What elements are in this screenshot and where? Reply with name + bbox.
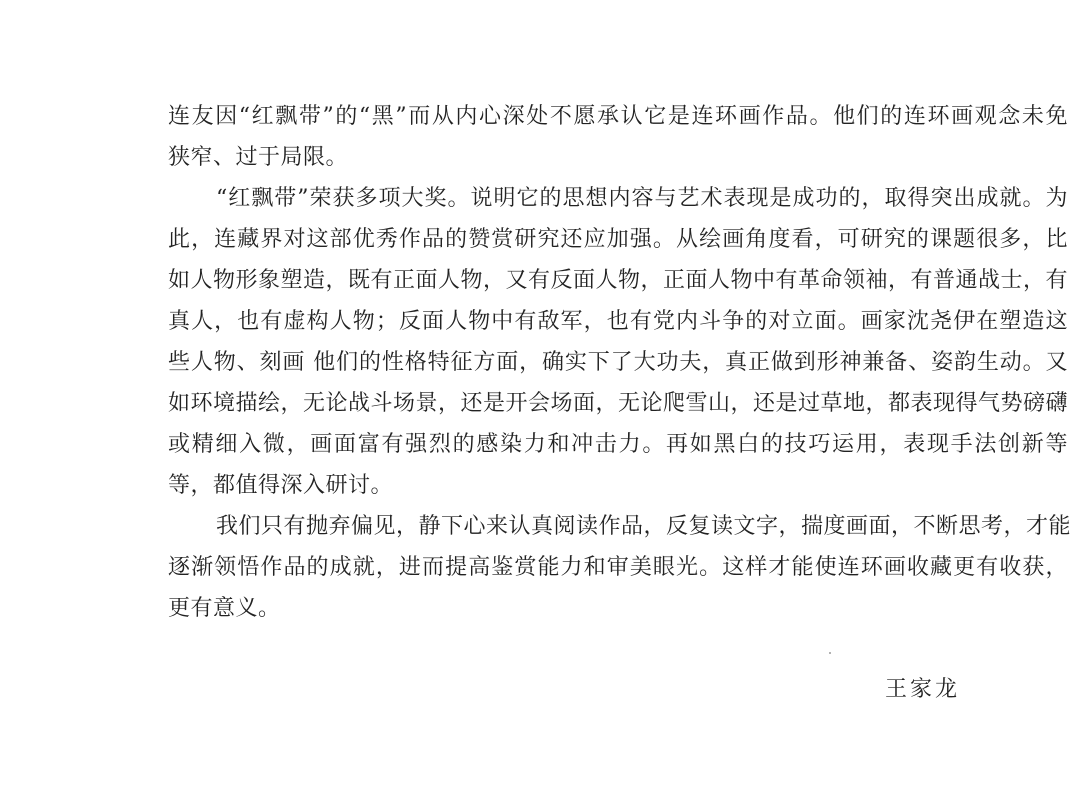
text-line: 些人物、刻画 他们的性格特征方面，确实下了大功夫，真正做到形神兼备、姿韵生动。又 xyxy=(168,350,1068,375)
author-signature: 王家龙 xyxy=(885,677,961,702)
text-line: 此，连藏界对这部优秀作品的赞赏研究还应加强。从绘画角度看，可研究的课题很多，比 xyxy=(168,227,1068,252)
paragraph-1 xyxy=(168,96,1068,178)
article-body xyxy=(168,96,1072,629)
text-line: 更有意义。 xyxy=(168,596,281,621)
text-line: 如环境描绘，无论战斗场景，还是开会场面，无论爬雪山，还是过草地，都表现得气势磅礴 xyxy=(168,391,1069,416)
scan-speck xyxy=(829,652,831,654)
text-line: “红飘带”荣获多项大奖。说明它的思想内容与艺术表现是成功的，取得突出成就。为 xyxy=(216,186,1068,211)
paragraph-2 xyxy=(168,178,1068,506)
text-line: 我们只有抛弃偏见，静下心来认真阅读作品，反复读文字，揣度画面，不断思考，才能 xyxy=(216,514,1072,539)
paragraph-3 xyxy=(168,506,1072,629)
text-line: 或精细入微，画面富有强烈的感染力和冲击力。再如黑白的技巧运用，表现手法创新等 xyxy=(168,432,1068,457)
text-line: 如人物形象塑造，既有正面人物，又有反面人物，正面人物中有革命领袖，有普通战士，有 xyxy=(168,268,1069,293)
text-line: 等，都值得深入研讨。 xyxy=(168,473,394,498)
text-line: 真人，也有虚构人物；反面人物中有敌军，也有党内斗争的对立面。画家沈尧伊在塑造这 xyxy=(168,309,1068,334)
text-line: 逐渐领悟作品的成就，进而提高鉴赏能力和审美眼光。这样才能使连环画收藏更有收获， xyxy=(168,555,1068,580)
text-line: 狭窄、过于局限。 xyxy=(168,145,349,170)
text-line: 连友因“红飘带”的“黑”而从内心深处不愿承认它是连环画作品。他们的连环画观念未免 xyxy=(168,104,1068,129)
